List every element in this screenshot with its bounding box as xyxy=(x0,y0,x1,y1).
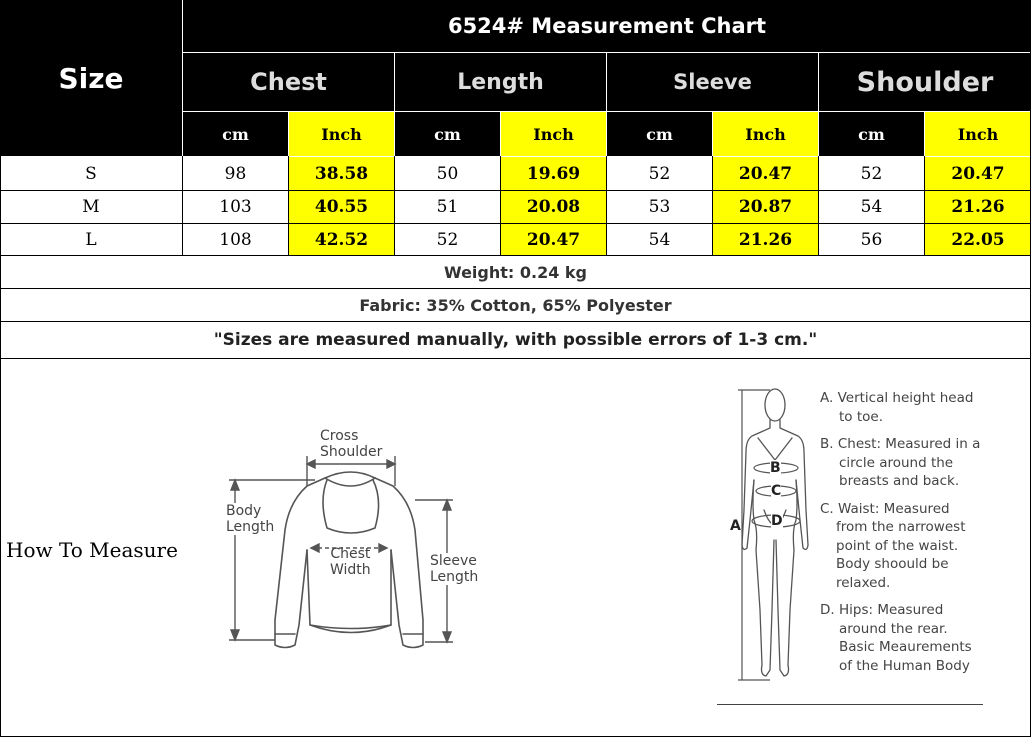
weight-note xyxy=(0,256,1031,288)
length-cm-value: 51 xyxy=(436,197,459,217)
chest-inch-value: 40.55 xyxy=(314,197,369,217)
size-value: L xyxy=(85,229,97,250)
chest-inch-cell xyxy=(289,224,394,255)
size-cell xyxy=(0,191,182,223)
how-to-measure-label xyxy=(6,538,178,562)
legend-line: around the rear. xyxy=(839,620,948,637)
unit-cm-label: cm xyxy=(646,124,673,144)
chest-cm-cell xyxy=(183,191,288,223)
length-inch-cell xyxy=(501,157,606,190)
shoulder-inch-cell xyxy=(925,224,1031,255)
unit-cm-label: cm xyxy=(858,124,885,144)
unit-inch-label: Inch xyxy=(957,124,999,144)
legend-line: Basic Meaurements xyxy=(839,639,972,655)
length-cm-cell xyxy=(395,224,500,255)
body-marker-d xyxy=(771,513,783,529)
length-inch-cell xyxy=(501,224,606,255)
sleeve-inch-value: 21.26 xyxy=(738,229,793,250)
column-divider xyxy=(500,156,501,256)
column-divider xyxy=(606,156,607,256)
unit-cm-label: cm xyxy=(434,124,461,144)
chest-cm-cell xyxy=(183,157,288,190)
unit-inch-chest xyxy=(289,112,394,156)
cross-shoulder-label xyxy=(320,428,382,460)
unit-cm-shoulder xyxy=(819,112,924,156)
sleeve-inch-cell xyxy=(713,191,818,223)
row-divider xyxy=(0,223,1031,224)
legend-line: A. Vertical height head xyxy=(820,390,974,406)
chest-inch-value: 38.58 xyxy=(314,163,369,184)
disclaimer-note xyxy=(0,322,1031,358)
column-divider xyxy=(182,156,183,256)
length-cm-cell xyxy=(395,157,500,190)
length-cm-value: 52 xyxy=(436,229,459,250)
shoulder-inch-value: 21.26 xyxy=(951,197,1005,217)
size-cell xyxy=(0,157,182,190)
body-marker-b xyxy=(770,460,781,476)
column-divider xyxy=(924,156,925,256)
cross-shoulder-line2: Shoulder xyxy=(320,444,383,460)
chart-title-cell xyxy=(183,0,1031,52)
legend-line: of the Human Body xyxy=(839,657,970,674)
fabric-text: Fabric: 35% Cotton, 65% Polyester xyxy=(359,295,672,315)
legend-line: point of the waist. xyxy=(836,537,959,554)
column-header-sleeve-label: Sleeve xyxy=(673,70,752,94)
column-header-length xyxy=(395,53,606,111)
unit-inch-label: Inch xyxy=(745,124,786,144)
human-body-icon xyxy=(730,380,820,690)
unit-inch-length xyxy=(501,112,606,156)
sleeve-length-line2: Length xyxy=(430,569,479,585)
shoulder-inch-cell xyxy=(925,191,1031,223)
column-divider xyxy=(712,156,713,256)
sleeve-inch-cell xyxy=(713,224,818,255)
chest-cm-cell xyxy=(183,224,288,255)
size-header-label: Size xyxy=(58,61,124,95)
sleeve-cm-value: 54 xyxy=(648,229,671,250)
legend-line: Body shoould be xyxy=(836,556,949,572)
measurement-legend xyxy=(820,389,980,675)
unit-inch-sleeve xyxy=(713,112,818,156)
sleeve-cm-cell xyxy=(607,224,712,255)
body-length-line1: Body xyxy=(226,503,262,519)
column-header-chest-label: Chest xyxy=(250,68,327,96)
column-divider xyxy=(288,156,289,256)
sleeve-inch-value: 20.47 xyxy=(738,163,793,184)
body-length-label xyxy=(226,503,274,535)
cross-shoulder-line1: Cross xyxy=(320,428,359,444)
column-divider xyxy=(818,156,819,256)
sleeve-inch-value: 20.87 xyxy=(738,197,793,217)
fabric-note xyxy=(0,289,1031,321)
length-inch-value: 20.08 xyxy=(526,197,581,217)
shoulder-inch-value: 20.47 xyxy=(951,163,1005,184)
shoulder-cm-cell xyxy=(819,157,924,190)
how-to-measure-text: How To Measure xyxy=(6,538,178,562)
column-divider xyxy=(394,156,395,256)
shoulder-cm-value: 54 xyxy=(860,197,883,217)
length-inch-cell xyxy=(501,191,606,223)
chest-cm-value: 103 xyxy=(219,197,252,217)
column-header-chest xyxy=(183,53,394,111)
legend-line: circle around the xyxy=(839,454,954,471)
column-header-shoulder xyxy=(819,53,1031,111)
size-value: M xyxy=(82,197,100,217)
sleeve-inch-cell xyxy=(713,157,818,190)
marker-b: B xyxy=(770,460,781,476)
marker-c: C xyxy=(771,483,782,499)
length-inch-value: 20.47 xyxy=(526,229,581,250)
chest-inch-value: 42.52 xyxy=(314,229,369,250)
chest-width-line1: Chest xyxy=(330,546,371,562)
body-length-line2: Length xyxy=(226,519,275,535)
body-marker-a xyxy=(730,518,741,534)
column-header-shoulder-label: Shoulder xyxy=(856,66,994,98)
size-header xyxy=(0,0,182,156)
length-inch-value: 19.69 xyxy=(526,163,581,184)
sleeve-cm-cell xyxy=(607,157,712,190)
body-marker-c xyxy=(771,483,781,499)
size-value: S xyxy=(85,163,97,184)
shoulder-cm-cell xyxy=(819,224,924,255)
legend-line: from the narrowest xyxy=(836,519,966,535)
size-cell xyxy=(0,224,182,255)
chart-title: 6524# Measurement Chart xyxy=(447,14,767,38)
chest-inch-cell xyxy=(289,157,394,190)
body-diagram xyxy=(730,380,820,690)
shoulder-cm-value: 52 xyxy=(860,163,883,184)
sleeve-length-label xyxy=(430,553,478,585)
unit-cm-sleeve xyxy=(607,112,712,156)
legend-line: B. Chest: Measured in a xyxy=(820,436,981,452)
unit-cm-length xyxy=(395,112,500,156)
unit-inch-shoulder xyxy=(925,112,1031,156)
marker-d: D xyxy=(771,513,783,529)
sleeve-cm-value: 53 xyxy=(648,197,671,217)
column-header-sleeve xyxy=(607,53,818,111)
unit-cm-chest xyxy=(183,112,288,156)
chest-cm-value: 98 xyxy=(224,163,247,184)
length-cm-value: 50 xyxy=(436,163,459,184)
legend-line: breasts and back. xyxy=(839,473,960,489)
chest-width-label xyxy=(330,546,371,578)
disclaimer-text: "Sizes are measured manually, with possible errors of 1-3 cm." xyxy=(213,330,818,350)
shoulder-inch-cell xyxy=(925,157,1031,190)
length-cm-cell xyxy=(395,191,500,223)
sleeve-cm-cell xyxy=(607,191,712,223)
shoulder-inch-value: 22.05 xyxy=(951,229,1005,250)
marker-a: A xyxy=(730,518,741,534)
legend-line: C. Waist: Measured xyxy=(820,500,950,517)
chest-inch-cell xyxy=(289,191,394,223)
legend-line: D. Hips: Measured xyxy=(820,602,944,618)
weight-text: Weight: 0.24 kg xyxy=(443,262,587,282)
chest-width-line2: Width xyxy=(330,562,371,578)
sleeve-length-line1: Sleeve xyxy=(430,553,477,569)
column-header-length-label: Length xyxy=(457,69,544,95)
row-divider xyxy=(0,358,1031,359)
sleeve-cm-value: 52 xyxy=(648,163,671,184)
unit-cm-label: cm xyxy=(222,124,249,144)
legend-line: relaxed. xyxy=(836,574,891,591)
shoulder-cm-cell xyxy=(819,191,924,223)
legend-line: to toe. xyxy=(839,408,883,425)
outer-border-left xyxy=(0,0,1,737)
unit-inch-label: Inch xyxy=(533,124,574,144)
row-divider xyxy=(0,190,1031,191)
unit-inch-label: Inch xyxy=(321,124,362,144)
shoulder-cm-value: 56 xyxy=(860,229,883,250)
legend-underline xyxy=(717,704,983,705)
chest-cm-value: 108 xyxy=(219,229,252,250)
